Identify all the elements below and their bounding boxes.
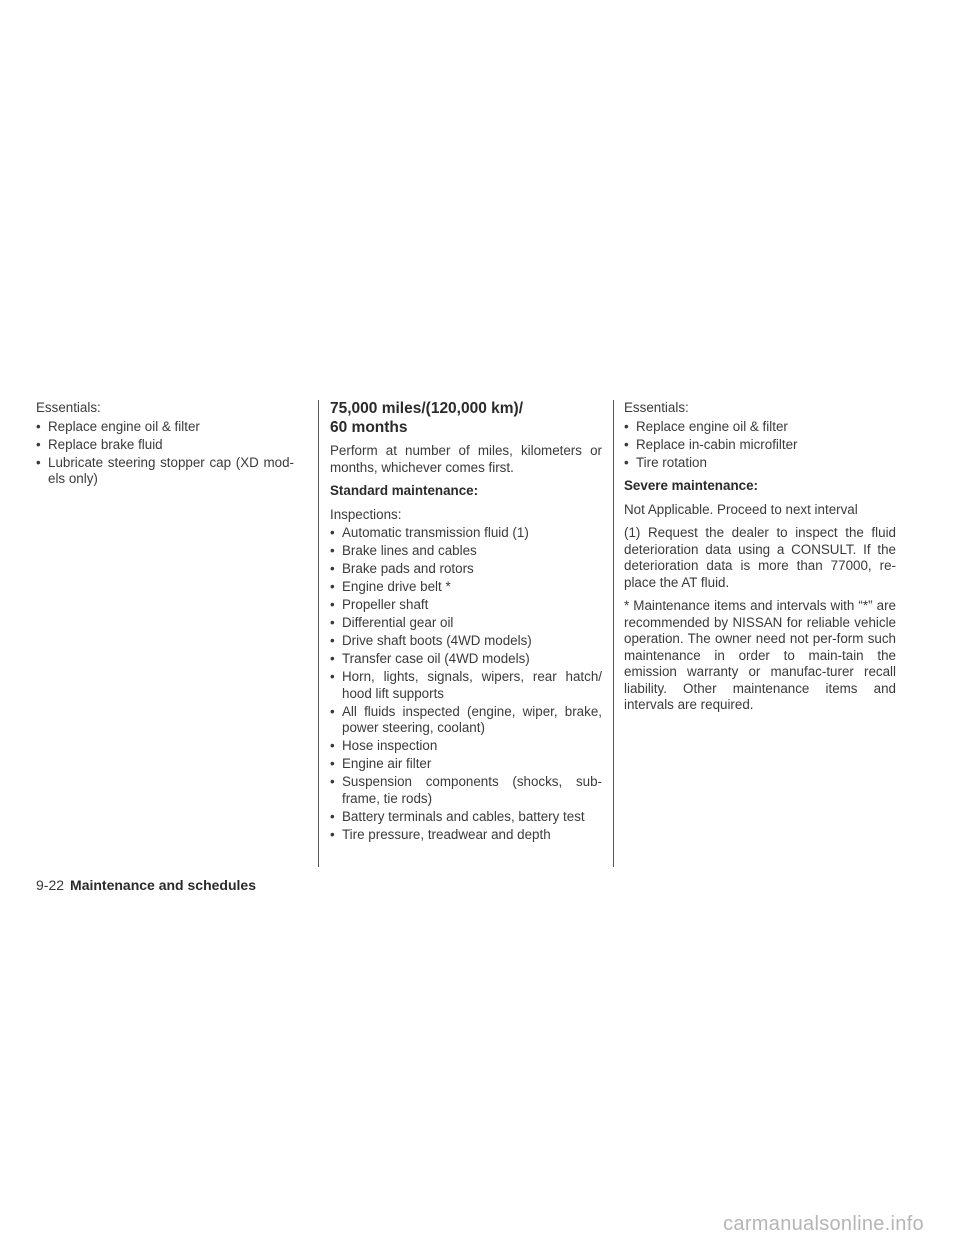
essentials-label: Essentials: — [624, 400, 689, 415]
column-divider — [613, 400, 614, 867]
interval-heading-line2: 60 months — [330, 418, 408, 436]
note-asterisk: * Maintenance items and intervals with “*” are recommended by NISSAN for reliable vehicle operation. The owner need not per-form such maintenance in order to main-tain the emission warranty or manufac-turer recall liability. Other maintenance items and intervals are required. — [624, 598, 896, 712]
column-middle — [330, 400, 602, 845]
list-item: • Drive shaft boots (4WD models) — [330, 633, 602, 650]
section-title: Maintenance and schedules — [70, 877, 256, 893]
list-item: • Transfer case oil (4WD models) — [330, 651, 602, 668]
list-item: • Differential gear oil — [330, 615, 602, 632]
severe-maintenance-label: Severe maintenance: — [624, 478, 758, 493]
list-item: • Tire pressure, treadwear and depth — [330, 827, 602, 844]
standard-maintenance-label: Standard maintenance: — [330, 483, 479, 498]
list-item: • Replace engine oil & filter — [36, 419, 294, 436]
list-item: • Suspension components (shocks, sub-frame, tie rods) — [330, 774, 602, 807]
severe-maintenance-text: Not Applicable. Proceed to next interval — [624, 501, 858, 517]
inspections-list — [330, 525, 602, 843]
list-item: • Automatic transmission fluid (1) — [330, 525, 602, 542]
list-item: • Battery terminals and cables, battery test — [330, 809, 602, 826]
essentials-label: Essentials: — [36, 400, 101, 415]
list-item: • Propeller shaft — [330, 597, 602, 614]
column-left — [36, 400, 294, 490]
list-item: • Engine drive belt * — [330, 579, 602, 596]
inspections-label: Inspections: — [330, 506, 402, 522]
note-atf: (1) Request the dealer to inspect the fluid deterioration data using a CONSULT. If the deterioration data is more than 77000, re-place the AT fluid. — [624, 525, 896, 590]
list-item: • Replace engine oil & filter — [624, 419, 896, 436]
list-item: • Hose inspection — [330, 738, 602, 755]
essentials-list — [624, 419, 896, 472]
list-item: • Engine air filter — [330, 756, 602, 773]
list-item: • Horn, lights, signals, wipers, rear hatch/ hood lift supports — [330, 669, 602, 702]
column-divider — [318, 400, 319, 867]
interval-heading-line1: 75,000 miles/(120,000 km)/ — [330, 400, 524, 417]
page-footer — [36, 876, 256, 894]
list-item: • Brake pads and rotors — [330, 561, 602, 578]
list-item: • Tire rotation — [624, 455, 896, 472]
interval-intro: Perform at number of miles, kilometers or months, whichever comes first. — [330, 443, 602, 475]
page-number: 9-22 — [36, 877, 65, 893]
interval-heading — [330, 400, 602, 437]
list-item: • Replace brake fluid — [36, 437, 294, 454]
list-item: • Lubricate steering stopper cap (XD mod-els only) — [36, 455, 294, 488]
essentials-list — [36, 419, 294, 488]
list-item: • Brake lines and cables — [330, 543, 602, 560]
list-item: • Replace in-cabin microfilter — [624, 437, 896, 454]
list-item: • All fluids inspected (engine, wiper, brake, power steering, coolant) — [330, 704, 602, 737]
column-right — [624, 400, 896, 716]
site-watermark: carmanualsonline.info — [723, 1213, 924, 1235]
